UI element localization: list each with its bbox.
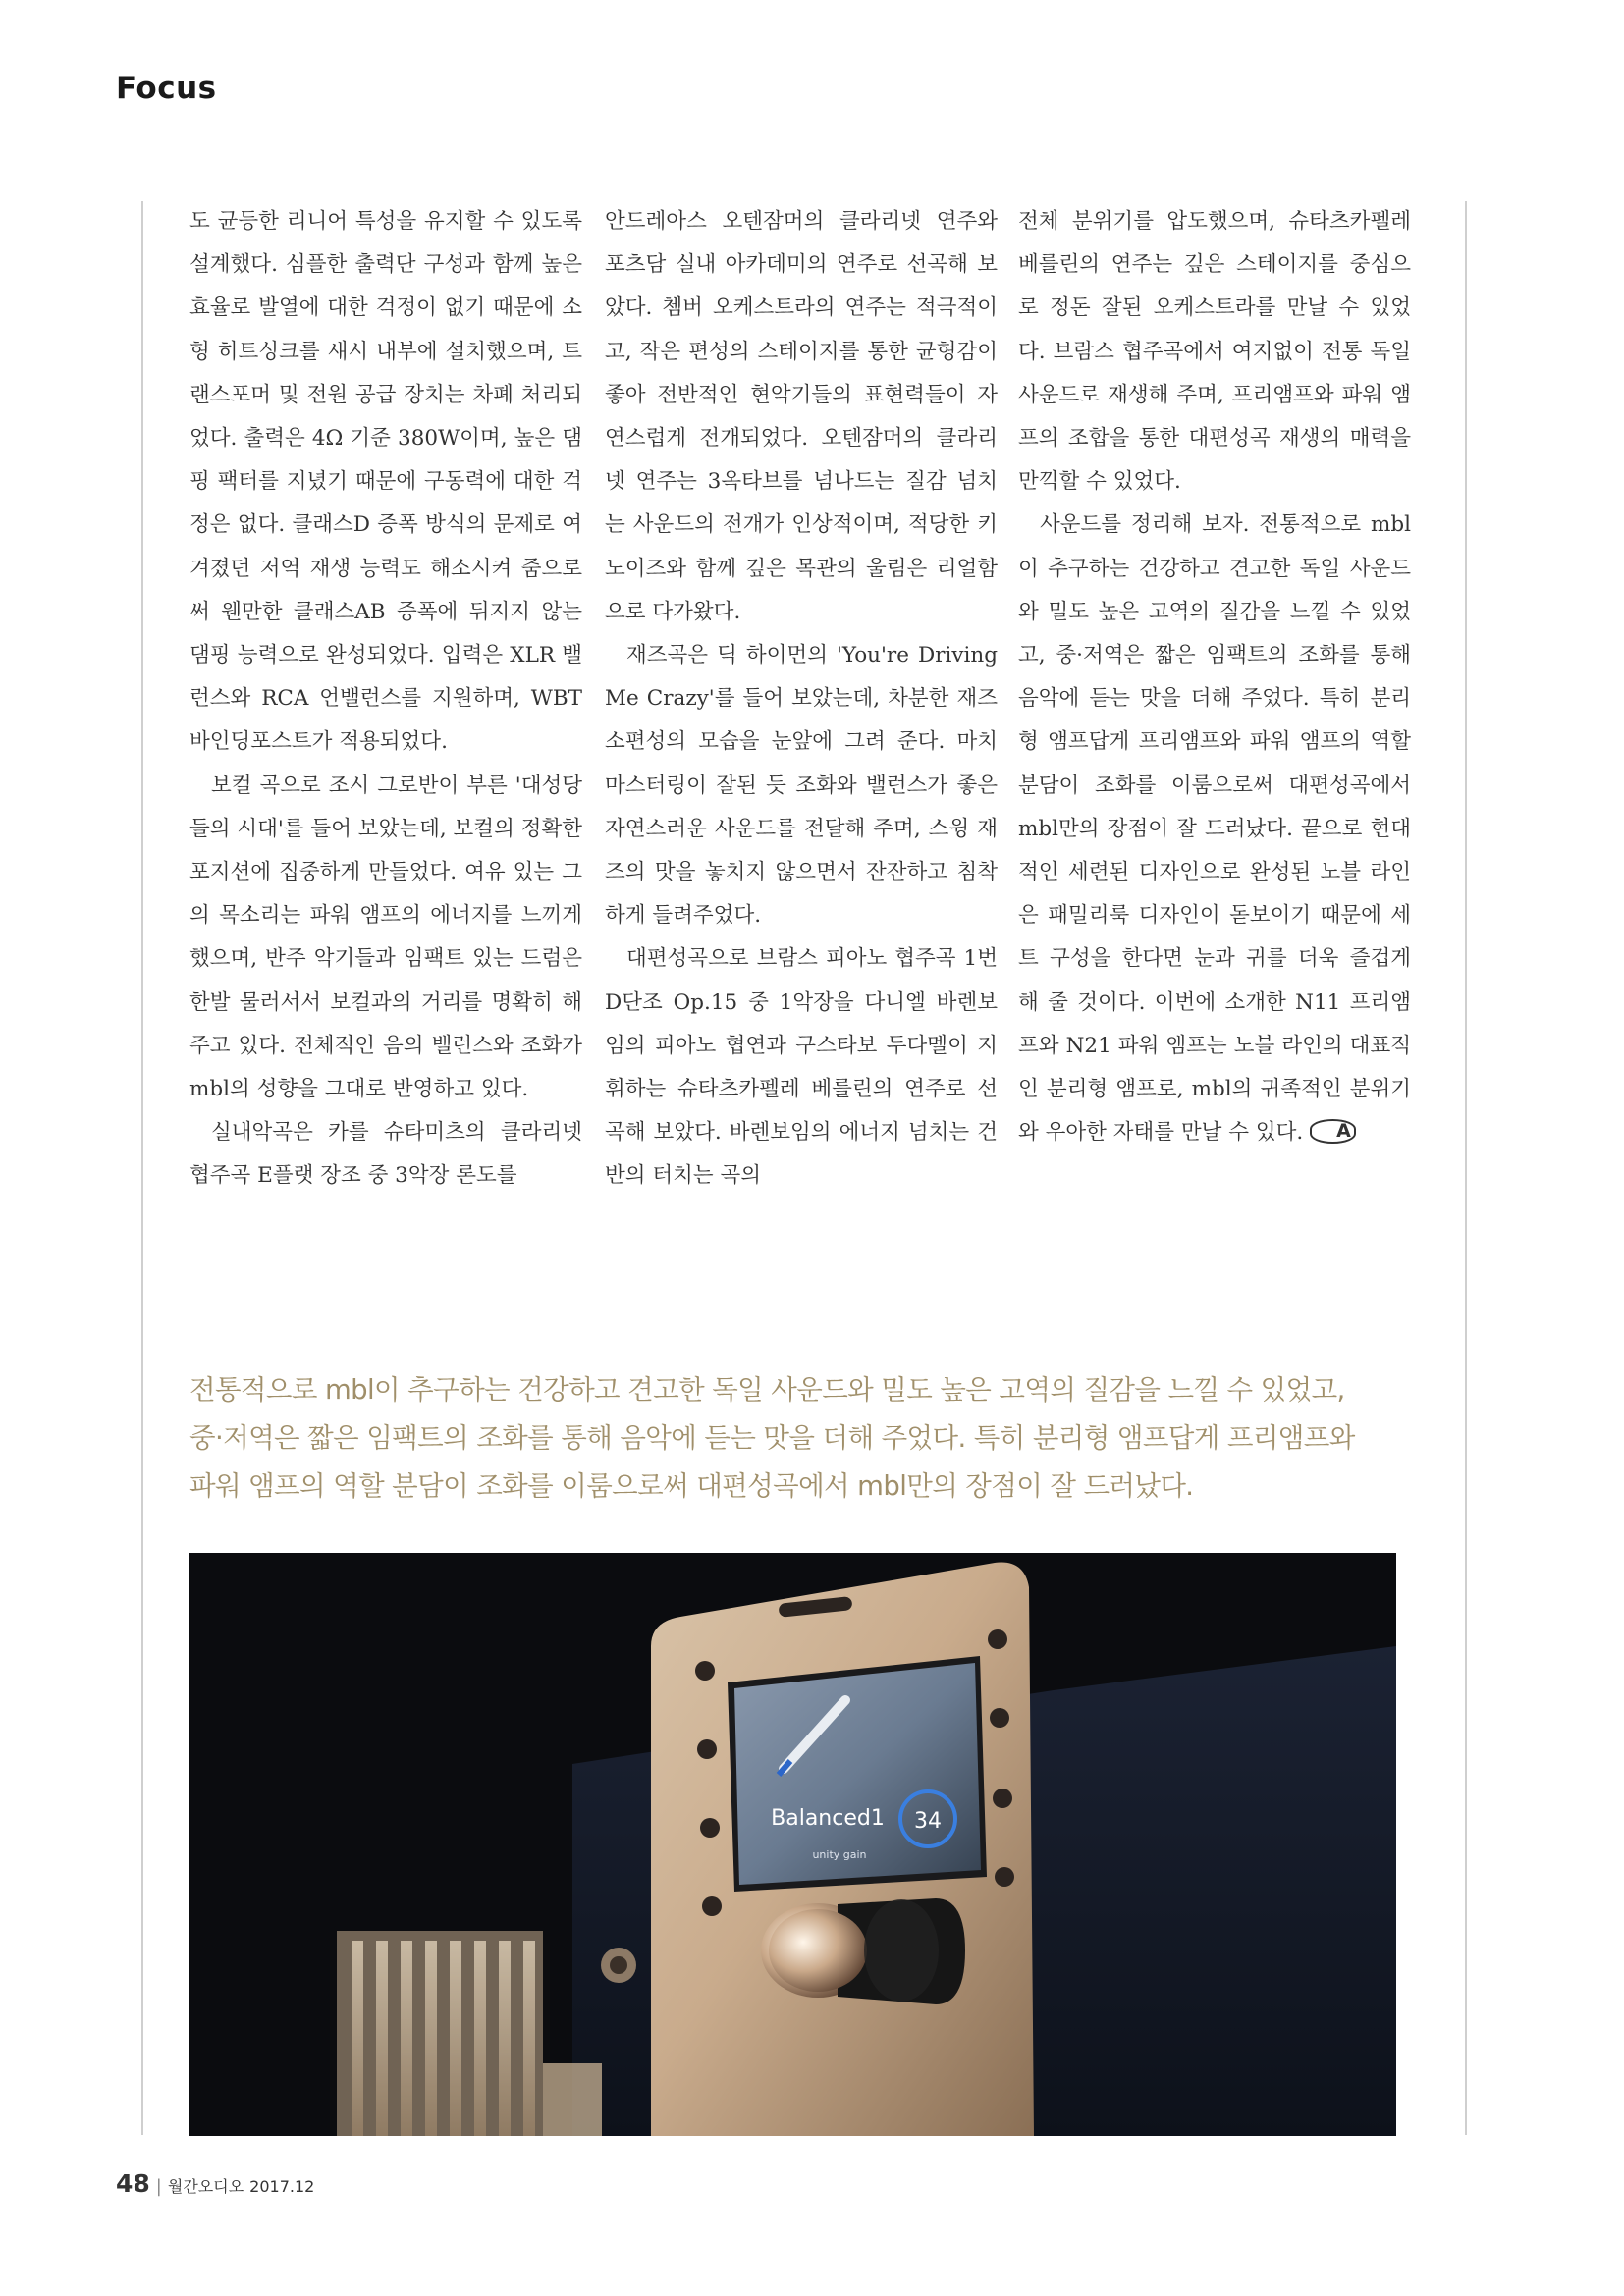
section-label: Focus bbox=[116, 71, 217, 106]
paragraph bbox=[1018, 504, 1411, 1154]
pull-quote bbox=[189, 1366, 1397, 1511]
end-mark-icon: A bbox=[1310, 1119, 1356, 1144]
product-photo bbox=[189, 1553, 1396, 2136]
issue-date: 2017.12 bbox=[249, 2177, 315, 2196]
display-subtitle: unity gain bbox=[812, 1848, 867, 1861]
amplifier-illustration bbox=[189, 1553, 1396, 2136]
pull-quote-line: 전통적으로 mbl이 추구하는 건강하고 견고한 독일 사운드와 밀도 높은 고역의 질감을 느낄 수 있었고, bbox=[189, 1374, 1345, 1406]
column-rule-left bbox=[141, 201, 143, 2135]
paragraph: 대편성곡으로 브람스 피아노 협주곡 1번 D단조 Op.15 중 1악장을 다니엘 바렌보임의 피아노 협연과 구스타보 두다멜이 지휘하는 슈타츠카펠레 베를린의 연주로 선곡해 보았다. 바렌보임의 에너지 넘치는 건반의 터치는 곡의 bbox=[605, 946, 998, 1189]
magazine-name: 월간오디오 bbox=[167, 2177, 244, 2196]
paragraph-text: 사운드를 정리해 보자. 전통적으로 mbl이 추구하는 건강하고 견고한 독일 사운드와 밀도 높은 고역의 질감을 느낄 수 있었고, 중·저역은 짧은 임팩트의 조화를 통해 음악에 듣는 맛을 더해 주었다. 특히 분리형 앰프답게 프리앰프와 파워 앰프의 역할 분담이 조화를 이룸으로써 대편성곡에서 mbl만의 장점이 잘 드러났다. 끝으로 현대적인 세련된 디자인으로 완성된 노블 라인은 패밀리룩 디자인이 돋보이기 때문에 세트 구성을 한다면 눈과 귀를 더욱 즐겁게 해 줄 것이다. 이번에 소개한 N11 프리앰프와 N21 파워 앰프는 노블 라인의 대표적인 분리형 앰프로, mbl의 귀족적인 분위기와 우아한 자태를 만날 수 있다. bbox=[1018, 512, 1411, 1146]
text-column-3 bbox=[1018, 200, 1411, 1154]
paragraph: 실내악곡은 카를 슈타미츠의 클라리넷 협주곡 E플랫 장조 중 3악장 론도를 bbox=[189, 1120, 582, 1189]
pull-quote-line: 파워 앰프의 역할 분담이 조화를 이룸으로써 대편성곡에서 mbl만의 장점이 잘 드러났다. bbox=[189, 1470, 1194, 1502]
pull-quote-line: 중·저역은 짧은 임팩트의 조화를 통해 음악에 듣는 맛을 더해 주었다. 특히 분리형 앰프답게 프리앰프와 bbox=[189, 1422, 1355, 1454]
footer-separator: | bbox=[155, 2176, 162, 2197]
paragraph: 전체 분위기를 압도했으며, 슈타츠카펠레 베를린의 연주는 깊은 스테이지를 중심으로 정돈 잘된 오케스트라를 만날 수 있었다. 브람스 협주곡에서 여지없이 전통 독일 사운드로 재생해 주며, 프리앰프와 파워 앰프의 조합을 통한 대편성곡 재생의 매력을 만끽할 수 있었다. bbox=[1018, 209, 1411, 495]
paragraph: 안드레아스 오텐잠머의 클라리넷 연주와 포츠담 실내 아카데미의 연주로 선곡해 보았다. 쳄버 오케스트라의 연주는 적극적이고, 작은 편성의 스테이지를 통한 균형감이 좋아 전반적인 현악기들의 표현력들이 자연스럽게 전개되었다. 오텐잠머의 클라리넷 연주는 3옥타브를 넘나드는 질감 넘치는 사운드의 전개가 인상적이며, 적당한 키 노이즈와 함께 깊은 목관의 울림은 리얼함으로 다가왔다. bbox=[605, 209, 998, 624]
display-title: Balanced1 bbox=[771, 1806, 885, 1831]
text-column-2 bbox=[605, 200, 998, 1199]
paragraph: 도 균등한 리니어 특성을 유지할 수 있도록 설계했다. 심플한 출력단 구성과 함께 높은 효율로 발열에 대한 걱정이 없기 때문에 소형 히트싱크를 섀시 내부에 설치했으며, 트랜스포머 및 전원 공급 장치는 차폐 처리되었다. 출력은 4Ω 기준 380W이며, 높은 댐핑 팩터를 지녔기 때문에 구동력에 대한 걱정은 없다. 클래스D 증폭 방식의 문제로 여겨졌던 저역 재생 능력도 해소시켜 줌으로써 웬만한 클래스AB 증폭에 뒤지지 않는 댐핑 능력으로 완성되었다. 입력은 XLR 밸런스와 RCA 언밸런스를 지원하며, WBT 바인딩포스트가 적용되었다. bbox=[189, 209, 582, 755]
page-footer bbox=[116, 2169, 314, 2198]
paragraph: 재즈곡은 딕 하이먼의 'You're Driving Me Crazy'를 들어 보았는데, 차분한 재즈 소편성의 모습을 눈앞에 그려 준다. 마치 마스터링이 잘된 듯 조화와 밸런스가 좋은 자연스러운 사운드를 전달해 주며, 스윙 재즈의 맛을 놓치지 않으면서 잔잔하고 침착하게 들려주었다. bbox=[605, 643, 998, 929]
column-rule-right bbox=[1465, 201, 1467, 2135]
text-column-1 bbox=[189, 200, 582, 1199]
page-number: 48 bbox=[116, 2169, 150, 2198]
display-volume: 34 bbox=[914, 1809, 942, 1834]
paragraph: 보컬 곡으로 조시 그로반이 부른 '대성당들의 시대'를 들어 보았는데, 보컬의 정확한 포지션에 집중하게 만들었다. 여유 있는 그의 목소리는 파워 앰프의 에너지를 느끼게 했으며, 반주 악기들과 임팩트 있는 드럼은 한발 물러서서 보컬과의 거리를 명확히 해 주고 있다. 전체적인 음의 밸런스와 조화가 mbl의 성향을 그대로 반영하고 있다. bbox=[189, 773, 582, 1102]
